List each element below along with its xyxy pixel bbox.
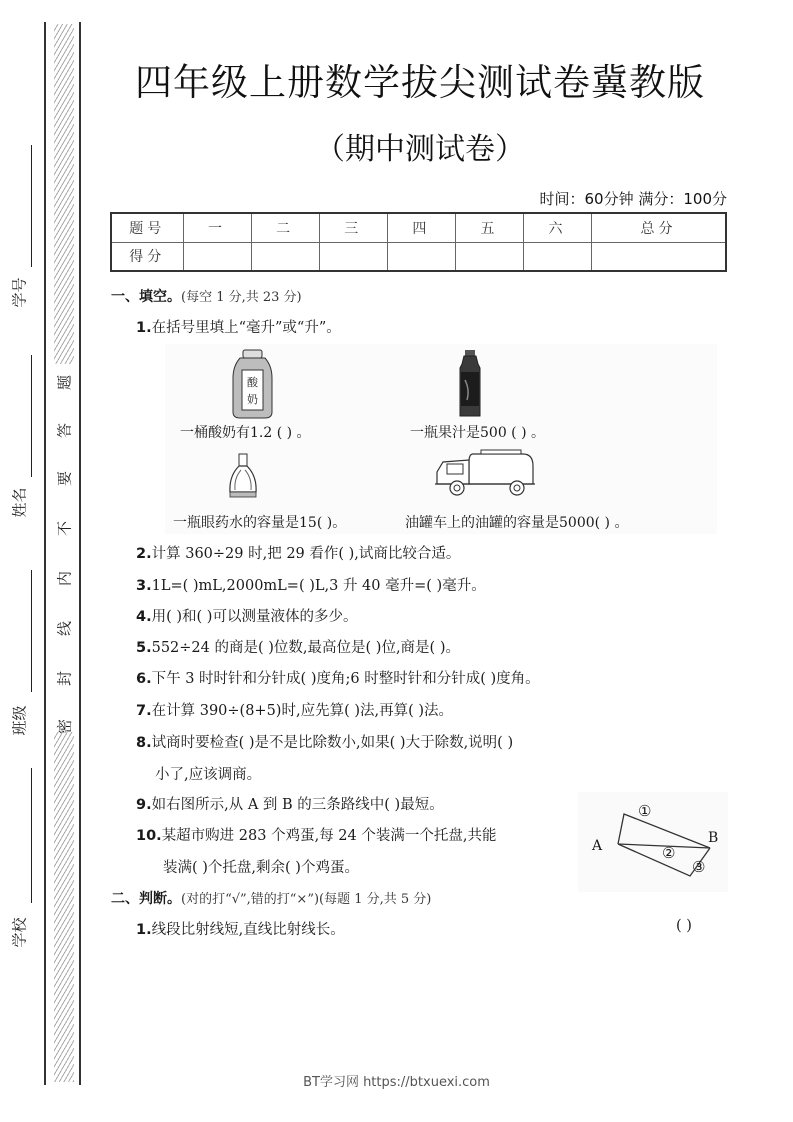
hatch-pattern-top (54, 24, 74, 364)
score-cell[interactable] (523, 242, 591, 271)
score-table-header-row (111, 213, 726, 242)
question-text: 在计算 390÷(8+5)时,应先算( )法,再算( )法。 (151, 703, 454, 719)
score-table-header-cell: 五 (455, 213, 523, 242)
question-1-pictures (165, 344, 717, 534)
question-text: 用( )和( )可以测量液体的多少。 (151, 609, 358, 625)
seal-char: 要 (55, 471, 74, 487)
score-cell[interactable] (251, 242, 319, 271)
question-9 (136, 793, 444, 814)
juice-bottle-icon (457, 350, 483, 418)
judgment-answer-box[interactable]: ( ) (676, 918, 692, 934)
question-10 (136, 824, 496, 845)
question-text: 某超市购进 283 个鸡蛋,每 24 个装满一个托盘,共能 (161, 828, 497, 844)
svg-text:奶: 奶 (247, 393, 258, 406)
binding-margin (0, 0, 90, 1122)
question-8-continued (155, 763, 261, 784)
tanker-truck-icon (433, 448, 538, 498)
section-2-title: 二、判断。 (111, 891, 181, 907)
score-table-header-cell: 四 (387, 213, 455, 242)
score-cell[interactable] (455, 242, 523, 271)
section-2-heading (111, 888, 431, 908)
binding-line-inner (79, 22, 81, 1085)
question-7 (136, 699, 453, 720)
question-8 (136, 731, 513, 752)
score-table-header-cell: 三 (319, 213, 387, 242)
question-text: 线段比射线短,直线比射线长。 (151, 922, 345, 938)
route-2-label: ② (662, 844, 676, 862)
name-line[interactable] (31, 355, 32, 477)
question-number: 7. (136, 703, 152, 719)
point-b-label: B (708, 830, 719, 846)
section-2-note: (对的打“√”,错的打“×”)(每题 1 分,共 5 分) (181, 892, 432, 907)
question-4 (136, 605, 357, 626)
seal-char: 线 (55, 621, 74, 637)
question-10-continued (163, 856, 359, 877)
tanker-caption: 油罐车上的油罐的容量是5000( ) 。 (405, 515, 629, 531)
question-number: 3. (136, 578, 152, 594)
school-label: 学校 (10, 917, 29, 948)
question-number: 4. (136, 609, 152, 625)
judgment-question-1 (136, 918, 345, 939)
page-subtitle: （期中测试卷） (315, 132, 525, 167)
score-cell[interactable] (319, 242, 387, 271)
seal-char: 封 (55, 671, 74, 687)
student-id-line[interactable] (31, 145, 32, 267)
question-text: 552÷24 的商是( )位数,最高位是( )位,商是( )。 (151, 640, 460, 656)
score-table-score-row (111, 242, 726, 271)
score-row-label: 得分 (111, 242, 183, 271)
score-table-header-cell: 总分 (592, 213, 726, 242)
page-title: 四年级上册数学拔尖测试卷冀教版 (135, 61, 705, 104)
binding-line-outer (44, 22, 46, 1085)
question-text: 装满( )个托盘,剩余( )个鸡蛋。 (163, 860, 359, 876)
score-cell[interactable] (592, 242, 726, 271)
question-1 (136, 316, 341, 337)
question-text: 下午 3 时时针和分针成( )度角;6 时整时针和分针成( )度角。 (151, 671, 540, 687)
question-text: 计算 360÷29 时,把 29 看作( ),试商比较合适。 (151, 546, 461, 562)
question-text: 小了,应该调商。 (155, 767, 262, 783)
class-line[interactable] (31, 570, 32, 692)
question-number: 9. (136, 797, 152, 813)
question-number: 5. (136, 640, 152, 656)
eye-drop-bottle-icon (227, 452, 259, 500)
point-a-label: A (592, 838, 603, 854)
seal-char: 题 (55, 375, 74, 391)
eye-drop-caption: 一瓶眼药水的容量是15( )。 (173, 515, 347, 531)
hatch-pattern-bottom (54, 732, 74, 1082)
yogurt-caption: 一桶酸奶有1.2 ( ) 。 (180, 425, 311, 441)
question-number: 2. (136, 546, 152, 562)
school-line[interactable] (31, 768, 32, 903)
question-3 (136, 574, 486, 595)
svg-text:酸: 酸 (247, 376, 258, 389)
question-number: 10. (136, 828, 162, 844)
question-6 (136, 667, 540, 688)
question-number: 1. (136, 320, 152, 336)
question-text: 试商时要检查( )是不是比除数小,如果( )大于除数,说明( ) (151, 735, 514, 751)
student-id-label: 学号 (10, 277, 29, 308)
seal-char: 密 (55, 719, 74, 735)
section-1-heading (111, 286, 302, 306)
name-label: 姓名 (10, 487, 29, 518)
section-1-title: 一、填空。 (111, 289, 181, 305)
seal-char: 答 (55, 423, 74, 439)
score-table-header-cell: 六 (523, 213, 591, 242)
route-1-label: ① (638, 802, 652, 820)
question-number: 6. (136, 671, 152, 687)
footer-watermark: BT学习网 https://btxuexi.com (303, 1075, 490, 1090)
seal-char: 不 (55, 521, 74, 537)
juice-caption: 一瓶果汁是500 ( ) 。 (410, 425, 545, 441)
score-table-header-cell: 一 (183, 213, 251, 242)
route-3-label: ③ (692, 858, 706, 876)
score-cell[interactable] (183, 242, 251, 271)
question-number: 8. (136, 735, 152, 751)
seal-char: 内 (55, 571, 74, 587)
question-number: 1. (136, 922, 152, 938)
class-label: 班级 (10, 705, 29, 736)
score-table (110, 212, 727, 272)
question-text: 在括号里填上“毫升”或“升”。 (151, 320, 341, 336)
score-table-header-cell: 题号 (111, 213, 183, 242)
question-5 (136, 636, 460, 657)
route-diagram (578, 792, 728, 892)
score-cell[interactable] (387, 242, 455, 271)
question-text: 1L=( )mL,2000mL=( )L,3 升 40 毫升=( )毫升。 (151, 578, 486, 594)
exam-meta: 时间：60分钟 满分：100分 (539, 190, 727, 208)
score-table-header-cell: 二 (251, 213, 319, 242)
yogurt-jug-icon (230, 348, 275, 420)
question-2 (136, 542, 460, 563)
question-text: 如右图所示,从 A 到 B 的三条路线中( )最短。 (151, 797, 444, 813)
section-1-note: (每空 1 分,共 23 分) (181, 290, 302, 305)
